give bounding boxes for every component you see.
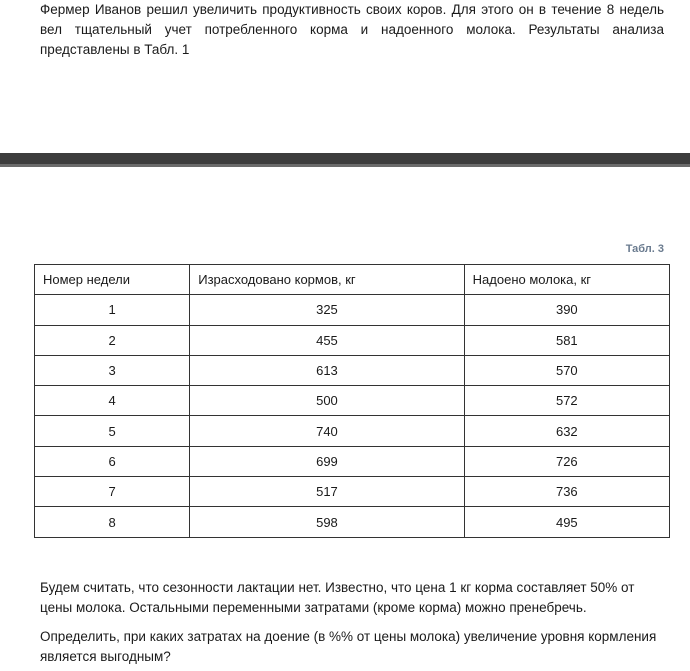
table-row xyxy=(35,355,670,385)
cell-week: 5 xyxy=(35,416,190,446)
question-paragraph: Определить, при каких затратах на доение (в %% от цены молока) увеличение уровня кормления является выгодным? xyxy=(40,629,657,664)
cell-feed: 740 xyxy=(190,416,464,446)
table-row xyxy=(35,295,670,325)
cell-feed: 517 xyxy=(190,477,464,507)
cell-feed: 699 xyxy=(190,446,464,476)
header-feed: Израсходовано кормов, кг xyxy=(190,265,464,295)
cell-milk: 581 xyxy=(464,325,669,355)
header-milk: Надоено молока, кг xyxy=(464,265,669,295)
table-row xyxy=(35,386,670,416)
cell-milk: 726 xyxy=(464,446,669,476)
header-week: Номер недели xyxy=(35,265,190,295)
table-row xyxy=(35,446,670,476)
cell-feed: 455 xyxy=(190,325,464,355)
cell-milk: 570 xyxy=(464,355,669,385)
cell-milk: 390 xyxy=(464,295,669,325)
cell-week: 1 xyxy=(35,295,190,325)
data-table xyxy=(34,264,670,538)
table-row xyxy=(35,325,670,355)
table-row xyxy=(35,477,670,507)
intro-paragraph: Фермер Иванов решил увеличить продуктивность своих коров. Для этого он в течение 8 недель вел тщательный учет потребленного корма и надоенного молока. Результаты анализа представлены в Табл. 1 xyxy=(40,2,664,57)
cell-week: 4 xyxy=(35,386,190,416)
cell-milk: 572 xyxy=(464,386,669,416)
table-caption: Табл. 3 xyxy=(625,243,664,255)
table-row xyxy=(35,416,670,446)
cell-milk: 632 xyxy=(464,416,669,446)
cell-feed: 500 xyxy=(190,386,464,416)
cell-week: 7 xyxy=(35,477,190,507)
cell-week: 2 xyxy=(35,325,190,355)
cell-milk: 495 xyxy=(464,507,669,537)
cell-milk: 736 xyxy=(464,477,669,507)
cell-week: 6 xyxy=(35,446,190,476)
table-row xyxy=(35,507,670,537)
assumptions-paragraph: Будем считать, что сезонности лактации нет. Известно, что цена 1 кг корма составляет 50% от цены молока. Остальными переменными затратами (кроме корма) можно пренебречь. xyxy=(40,580,635,615)
cell-feed: 613 xyxy=(190,355,464,385)
cell-week: 8 xyxy=(35,507,190,537)
cell-week: 3 xyxy=(35,355,190,385)
cell-feed: 598 xyxy=(190,507,464,537)
cell-feed: 325 xyxy=(190,295,464,325)
table-header-row xyxy=(35,265,670,295)
page-divider xyxy=(0,153,690,167)
